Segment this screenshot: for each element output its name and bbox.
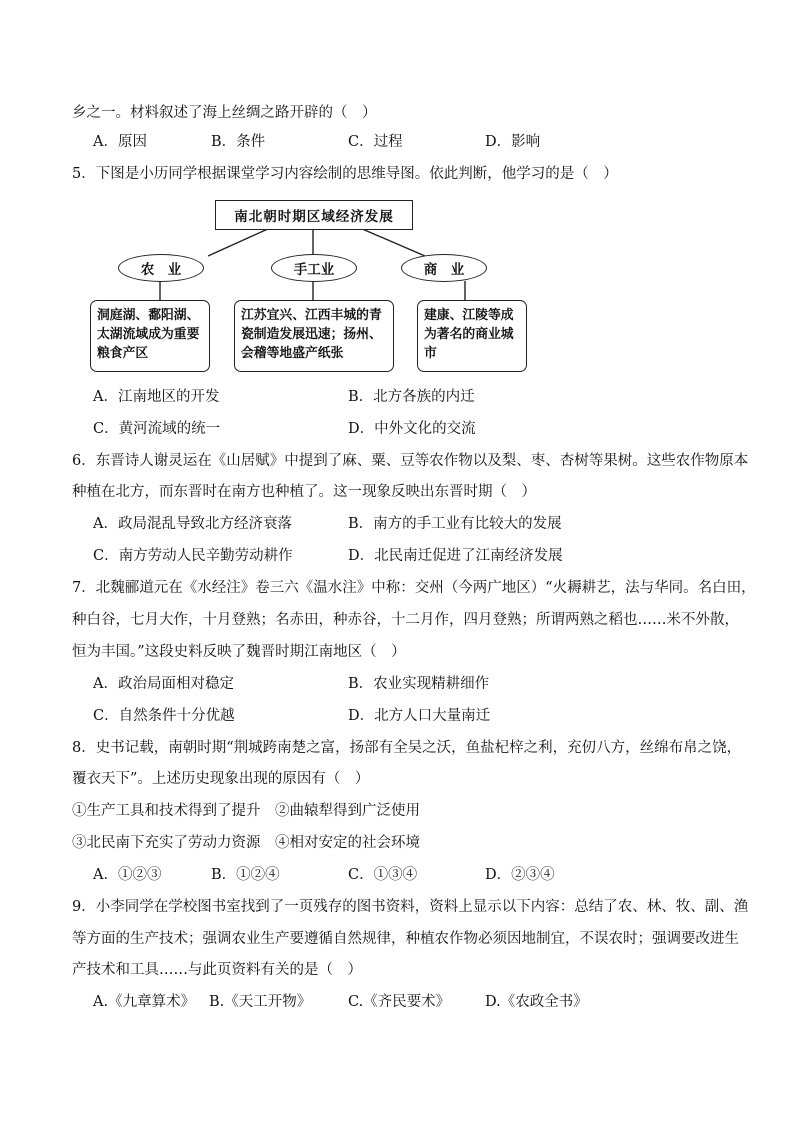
- q8-option-c[interactable]: C．①③④: [348, 867, 418, 883]
- q4-option-b[interactable]: B．条件: [211, 134, 266, 150]
- q6-option-d[interactable]: D．北民南迁促进了江南经济发展: [348, 548, 563, 564]
- q8-item-line-1: ①生产工具和技术得到了提升 ②曲辕犁得到广泛使用: [72, 803, 420, 819]
- q6-option-a[interactable]: A．政局混乱导致北方经济衰落: [93, 516, 292, 532]
- q7-option-c[interactable]: C．自然条件十分优越: [93, 708, 235, 724]
- q4-stem-tail: 乡之一。材料叙述了海上丝绸之路开辟的（ ）: [72, 105, 377, 121]
- q7-option-a[interactable]: A．政治局面相对稳定: [93, 676, 234, 692]
- q6-option-b[interactable]: B．南方的手工业有比较大的发展: [348, 516, 562, 532]
- q7-stem-line-2: 种白谷，七月大作，十月登熟；名赤田，种赤谷，十二月作，四月登熟；所谓两熟之稻也……米不外散，: [72, 612, 739, 628]
- q8-option-a[interactable]: A．①②③: [93, 867, 162, 883]
- q9-stem-line-2: 等方面的生产技术；强调农业生产要遵循自然规律，种植农作物必须因地制宜，不误农时；强调要改进生: [72, 931, 739, 947]
- q8-stem-line-1: 8．史书记载，南朝时期“荆城跨南楚之富，扬部有全吴之沃，鱼盐杞梓之利，充仞八方，丝绵布帛之饶，: [72, 740, 742, 756]
- q7-stem-line-3: 恒为丰国。”这段史料反映了魏晋时期江南地区（ ）: [72, 644, 406, 660]
- connector-title-commerce: [360, 228, 425, 256]
- branch-box-handicraft: 江苏宜兴、江西丰城的青瓷制造发展迅速；扬州、会稽等地盛产纸张: [234, 300, 394, 372]
- q7-option-b[interactable]: B．农业实现精耕细作: [348, 676, 490, 692]
- q8-stem-line-2: 覆衣天下”。上述历史现象出现的原因有（ ）: [72, 771, 370, 787]
- branch-box-commerce: 建康、江陵等成为著名的商业城市: [417, 300, 527, 372]
- branch-label-handicraft: 手工业: [271, 254, 357, 282]
- q6-option-c[interactable]: C．南方劳动人民辛勤劳动耕作: [93, 548, 293, 564]
- q9-stem-line-1: 9．小李同学在学校图书室找到了一页残存的图书资料，资料上显示以下内容：总结了农、林、牧、副、渔: [72, 899, 749, 915]
- q9-option-d[interactable]: D.《农政全书》: [485, 994, 588, 1010]
- q9-option-a[interactable]: A.《九章算术》: [93, 994, 196, 1010]
- mindmap-diagram: [90, 196, 530, 376]
- q5-option-a[interactable]: A．江南地区的开发: [93, 389, 220, 405]
- q5-option-b[interactable]: B．北方各族的内迁: [348, 389, 475, 405]
- q4-option-c[interactable]: C．过程: [348, 134, 403, 150]
- q9-stem-line-3: 产技术和工具……与此页资料有关的是（ ）: [72, 962, 362, 978]
- q4-option-d[interactable]: D．影响: [485, 134, 541, 150]
- q6-stem-line-2: 种植在北方，而东晋时在南方也种植了。这一现象反映出东晋时期（ ）: [72, 484, 536, 500]
- mindmap-title: 南北朝时期区域经济发展: [215, 200, 413, 230]
- q8-option-b[interactable]: B．①②④: [211, 867, 280, 883]
- q5-option-c[interactable]: C．黄河流域的统一: [93, 421, 221, 437]
- q8-option-d[interactable]: D．②③④: [485, 867, 555, 883]
- q9-option-c[interactable]: C.《齐民要术》: [348, 994, 451, 1010]
- q7-stem-line-1: 7．北魏郦道元在《水经注》卷三六《温水注》中称：交州（今两广地区）“火耨耕艺，法与华同。名白田，: [72, 580, 756, 596]
- q7-option-d[interactable]: D．北方人口大量南迁: [348, 708, 491, 724]
- branch-label-agriculture: 农 业: [118, 254, 204, 282]
- branch-box-agriculture: 洞庭湖、鄱阳湖、太湖流域成为重要粮食产区: [90, 300, 210, 372]
- q4-option-a[interactable]: A．原因: [93, 134, 147, 150]
- branch-label-commerce: 商 业: [401, 254, 487, 282]
- q8-item-line-2: ③北民南下充实了劳动力资源 ④相对安定的社会环境: [72, 835, 420, 851]
- q9-option-b[interactable]: B.《天工开物》: [209, 994, 312, 1010]
- q5-option-d[interactable]: D．中外文化的交流: [348, 421, 476, 437]
- q6-stem-line-1: 6．东晋诗人谢灵运在《山居赋》中提到了麻、粟、豆等农作物以及梨、枣、杏树等果树。这些农作物原本: [72, 453, 749, 469]
- connector-title-agriculture: [208, 228, 270, 256]
- q5-stem: 5．下图是小历同学根据课堂学习内容绘制的思维导图。依此判断，他学习的是（ ）: [72, 166, 618, 182]
